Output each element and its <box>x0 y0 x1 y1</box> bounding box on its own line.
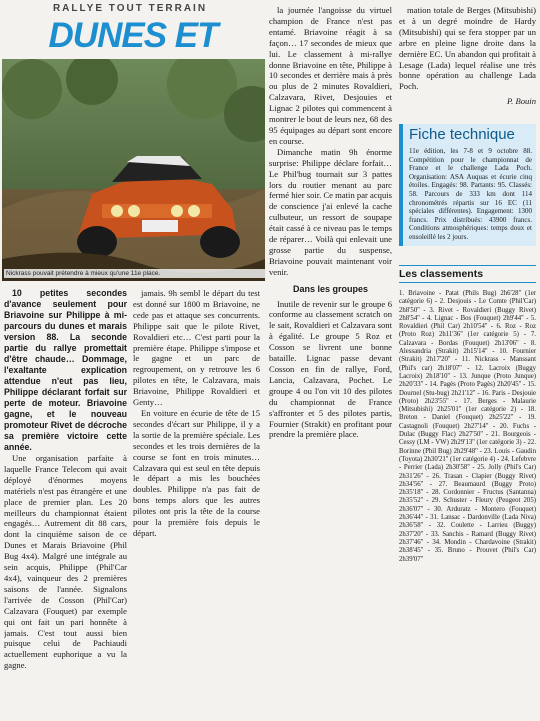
article-headline: DUNES ET <box>48 16 218 55</box>
body-paragraph: En voiture en écurie de tête de 15 secondes d'écart sur Philippe, il y a la sortie de la première spéciale. Les secondes et les trois dernières de la course se font en trois minutes… Calzavara qui est seul en tête depuis le départ a mis les bouchées doubles. Philippe n'a pas fait de bons temps alors que les autres pilotes ont pris la tête de la course pour la première fois depuis le départ. <box>133 407 260 538</box>
lead-paragraph: 10 petites secondes d'avance seulement pour Briavoine sur Philippe à mi-parcours du dunes et marais version 88. La seconde partie du rallye promettait d'être chaude… Dommage, l'exaltante explication attendue n'eut pas lieu, Philippe déclarant forfait sur perte de moteur. Briavoine gagne, et le nouveau promoteur Rivet de décroche sa première victoire cette année. <box>4 288 127 452</box>
section-kicker: RALLYE TOUT TERRAIN <box>52 3 208 14</box>
buggy-photo-illustration <box>2 59 265 281</box>
article-column-1 <box>4 288 127 718</box>
body-paragraph: Une organisation parfaite à laquelle France Telecom qui avait déployé d'énormes moyens matériels n'est pas étrangère et une place de premier plan. Les 20 meilleurs du championnat étaient engagés… Autrement dit 88 cars, dont la cinquième saison de ce Dunes et Marais Briavoine (Phil Bug 4x4). Malgré une intégrale au sein acquis, Philippe (Phil'Car 4x4), vainqueur des 2 premières saisons de l'année. Signalons l'arrivée de Cosson (Phil'Car) Calzavara (Fouquet) par exemple qui ont fait un pari honnête à jamais. C'est tout aussi bien puisque celui de Pachiaudi actuellement euphorique a vu la gagne. <box>4 453 127 671</box>
article-column-2 <box>133 288 260 718</box>
article-column-3 <box>269 5 392 718</box>
author-signature: P. Bouin <box>507 96 536 107</box>
fiche-technique-box <box>399 124 536 264</box>
body-paragraph: mation totale de Berges (Mitsubishi) et à un degré moindre de Hardy (Mitsubishi) qui se fera stopper par un arbre en pleine ligne droite dans la dernière EC. Un abandon qui profitait à Lesage (Lada) lequel réalise une très bonne opération au challenge Lada Poch. <box>399 5 536 92</box>
fiche-body: 11e édition, les 7-8 et 9 octobre 88. Compétition pour le championnat de France et le challenge Lada Poch. Organisation: ASA Auquas et écurie cinq étoiles. Engagés: 98. Partants: 95. Classés: 58. Parcours de 333 km dont 114 chronométrés répartis sur 16 EC (11 spéciales différentes). Engagement: 1300 francs. Prix distribués: 43900 francs. Conditions atmosphériques: temps doux et ensoleillé les 2 jours. <box>409 147 532 241</box>
body-paragraph: la journée l'angoisse du virtuel champion de France n'est pas entamé. Briavoine réagit à sa façon… 17 secondes de mieux que lui. Le classement à mi-rallye donne Briavoine en tête, Philippe à 10 secondes et derrière mais à près ou plus de 2 minutes Rovaldieri, Calzavara, Rivet, Desjouies et Lignac 2 pilotes qui commencent à montrer le bout de leurs nez, 68 des 95 équipages au départ sont encore en course. <box>269 5 392 146</box>
classements-body: 1. Briavoine - Patat (Phils Bug) 2h6'28'' (1er catégorie 6) - 2. Desjouis - Le Comte (Phil'Car) 2h8'50'' - 3. Rivet - Rovaldieri (Buggy Rivet) 2h8'54'' - 4. Lignac - Bos (Fouquet) 2h9'44'' - 5. Rovaldieri (Phil Car) 2h10'54'' - 6. Roz - Roz (Proto Roz) 2h11'36'' (1er catégorie 5) - 7. Calzavara - Bordas (Fouquet) 2h13'06'' - 8. Alessandria (Strakit) 2h15'14'' - 10. Fournier (Strakit) 2h17'20'' - 11. Nickrass - Manssant (Phil's car) 2h18'07'' - 12. Lacroix (Buggy Lacroix) 2h18'10'' - 13. Junque (Proto Junque) 2h20'33'' - 14. Pagès (Proto Pagès) 2h20'45'' - 15. Dournel (Stu-bug) 2h21'12'' - 16. Paris - Desjouie (Proto) 2h23'55'' - 17. Berges - Malaurie (Mitsubishi) 2h25'01'' (1er catégorie 2) - 18. Breton - Daniel (Fouquet) 2h25'22'' - 19. Castagnoli (Fouquet) 2h27'14'' - 20. Fuchs - Dulac (Buggy Flac) 2h27'50'' - 21. Bourgeois - Cessy (LM - VW) 2h29'13'' (1er catégorie 3) - 22. Borinne (Phil Bug) 2h29'48'' - 23. Louis - Gaudin (Toyota) 2h30'21'' (1er catégorie 4) - 24. Lefebvre - Perrier (Lada) 2h30'58'' - 25. Jolly (Phil's Car) 2h31'26'' - 26. Trasan - Clapier (Buggy Rivet) 2h34'56'' - 27. Beaumaurd (Buggy Proto) 2h35'18'' - 28. Cordonnier - Fructus (Santanna) 2h35'52'' - 29. Schuster - Fleury (Peugeot 205) 2h36'07'' - 30. Arduratz - Montero (Fouquet) 2h36'44'' - 31. Lansac - Dardonville (Lada Niva) 2h36'58'' - 32. Coulette - Larrieu (Buggy) 2h37'20'' - 33. Sanchis - Ramard (Buggy Rivet) 2h37'46'' - 34. Mondin - Chardavoine (Strakit) 2h38'45'' - 35. Bruno - Prouvet (Phil's Car) 2h39'07'' <box>399 290 536 563</box>
body-paragraph: Dimanche matin 9h énorme surprise: Philippe déclare forfait… Le Phil'bug tournait sur 3 pattes lors du routier menant au parc fermé hier soir. Ce matin par acquis de conscience j'ai enlevé la cache culbuteur, un ressort de soupape était cassé à ce niveau pas le temps de réparer… Voilà qui enlevait une grosse partie du suspense, Briavoine pouvait maintenant voir venir. <box>269 146 392 277</box>
classements-title: Les classements <box>399 265 536 283</box>
article-column-4 <box>399 5 536 118</box>
rally-photo <box>2 59 265 281</box>
photo-caption: Nickrass pouvait prétendre à mieux qu'une 11e place. <box>4 269 266 278</box>
body-paragraph: Inutile de revenir sur le groupe 6 conforme au classement scratch on le sait, Rovaldieri et Calzavara sont à égalité. Le groupe 5 Roz et Cosson se livrent une bonne bataille. Lignac passe devant Cosson en fin de rallye, Ford, Lancia, Calzavara, Pochet. Le groupe 4 ou l'on vit 10 des pilotes du championnat de France s'affronter et 5 des pilotes partis, Fournier (Strakit) en profitant pour prendre la première place. <box>269 298 392 440</box>
section-subhead: Dans les groupes <box>292 283 369 294</box>
fiche-title: Fiche technique <box>409 126 515 143</box>
body-paragraph: jamais. 9h sembl le départ du test est donné sur 1800 m Briavoine, ne cede pas et attaque ses concurrents. Philippe sait que le pilote Rivet, Rovaldieri etc… C'est parti pour la première étape. Philippe s'impose et le gagne et un parc de regroupement, on y retrouve les 6 pilotes en tête, le Calzavara, mais Briavoine, Philippe Rovaldieri et Genty… <box>133 288 260 408</box>
